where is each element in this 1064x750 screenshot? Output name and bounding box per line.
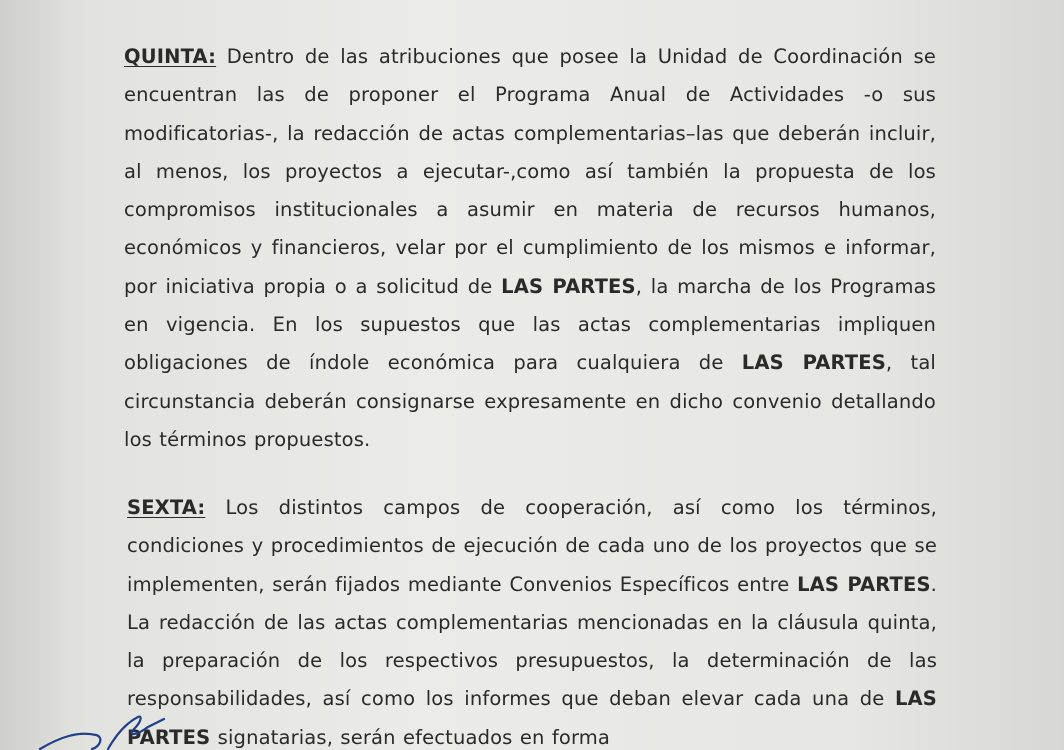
clause-text: , la marcha de los Programas en vigencia. En los supuestos que las actas complementarias impliquen obligaciones de índole económica para cualquiera de [124,274,937,375]
handwritten-signature [30,705,170,750]
clause-quinta [124,38,936,459]
party-name: LAS PARTES [797,572,931,596]
clause-heading-quinta: QUINTA: [124,45,217,68]
clause-text: signatarias, serán efectuados en forma [210,725,611,749]
clause-heading-sexta: SEXTA: [127,496,206,519]
party-name: LAS PARTES [501,274,636,298]
clause-text: , tal circunstancia deberán consignarse expresamente en dicho convenio detallando los términos propuestos. [124,351,936,451]
clause-text: Los distintos campos de cooperación, así como los términos, condiciones y procedimientos de ejecución de cada uno de los proyectos que se implementen, serán fijados mediante Convenios Específicos entre [127,496,937,596]
clause-sexta [127,489,937,750]
party-name: LAS PARTES [127,687,937,749]
clause-text: Dentro de las atribuciones que posee la Unidad de Coordinación se encuentran las de proponer el Programa Anual de Actividades -o sus modificatorias-, la redacción de actas complementarias–las que deberán incluir, al menos, los proyectos a ejecutar-,como así también la propuesta de los compromisos institucionales a asumir en materia de recursos humanos, económicos y financieros, velar por el cumplimiento de los mismos e informar, por iniciativa propia o a solicitud de [124,45,936,298]
clause-text: . La redacción de las actas complementarias mencionadas en la cláusula quinta, la preparación de los respectivos presupuestos, la determinación de las responsabilidades, así como los informes que deban elevar cada una de [127,572,937,711]
party-name: LAS PARTES [741,351,886,375]
